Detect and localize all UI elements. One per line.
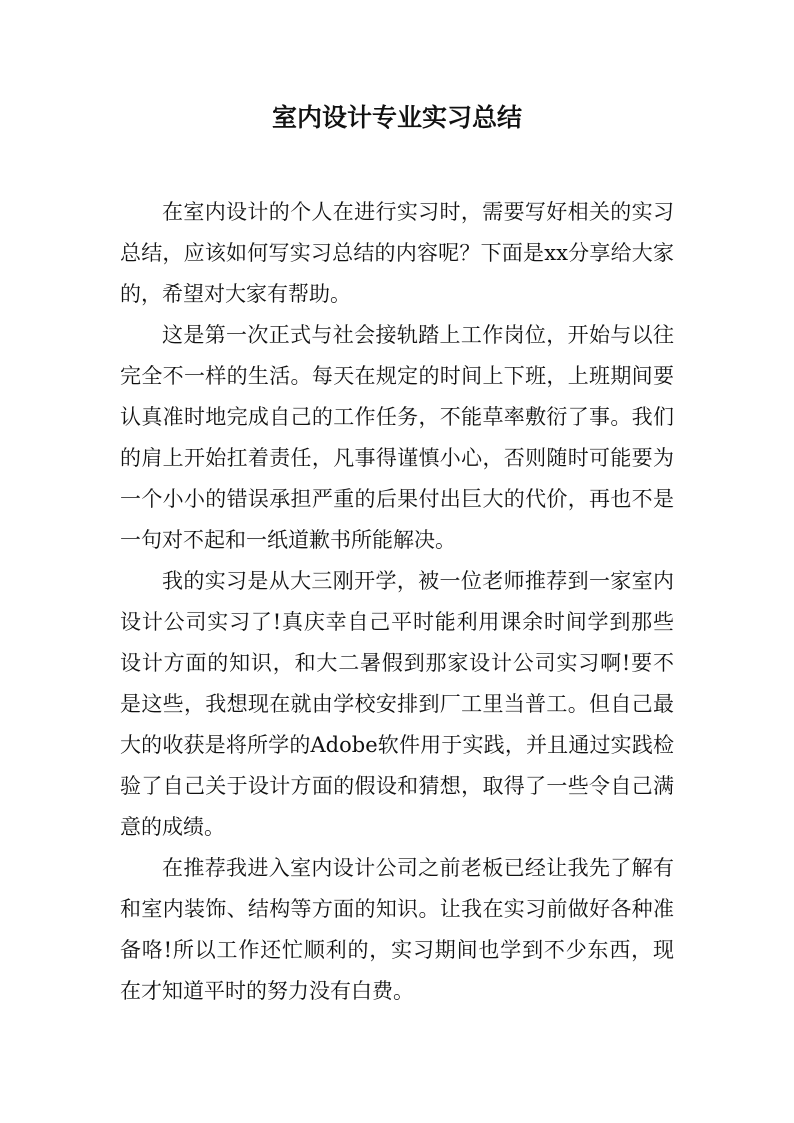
document-body (120, 192, 674, 1012)
document-title: 室内设计专业实习总结 (271, 103, 522, 132)
paragraph-intro: 在室内设计的个人在进行实习时，需要写好相关的实习总结，应该如何写实习总结的内容呢？下面是xx分享给大家的，希望对大家有帮助。 (120, 200, 674, 306)
paragraph-preparation: 在推荐我进入室内设计公司之前老板已经让我先了解有和室内装饰、结构等方面的知识。让我在实习前做好各种准备咯!所以工作还忙顺利的，实习期间也学到不少东西，现在才知道平时的努力没有白费。 (120, 856, 674, 1003)
paragraph-first-job: 这是第一次正式与社会接轨踏上工作岗位，开始与以往完全不一样的生活。每天在规定的时间上下班，上班期间要认真准时地完成自己的工作任务，不能草率敷衍了事。我们的肩上开始扛着责任，凡事得谨慎小心，否则随时可能要为一个小小的错误承担严重的后果付出巨大的代价，再也不是一句对不起和一纸道歉书所能解决。 (120, 323, 674, 552)
paragraph-internship: 我的实习是从大三刚开学，被一位老师推荐到一家室内设计公司实习了!真庆幸自己平时能利用课余时间学到那些设计方面的知识，和大二暑假到那家设计公司实习啊!要不是这些，我想现在就由学校安排到厂工里当普工。但自己最大的收获是将所学的Adobe软件用于实践，并且通过实践检验了自己关于设计方面的假设和猜想，取得了一些令自己满意的成绩。 (120, 569, 674, 839)
